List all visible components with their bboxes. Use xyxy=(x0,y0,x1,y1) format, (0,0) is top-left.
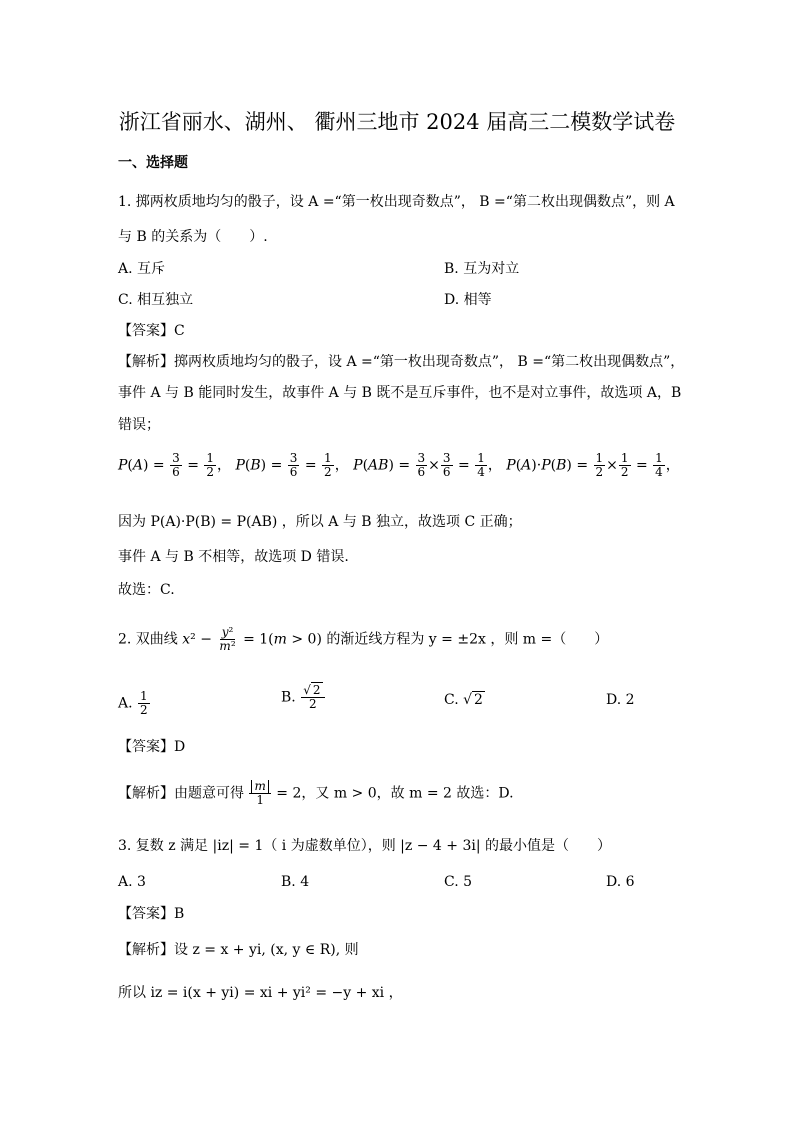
q1-answer: 【答案】C xyxy=(118,323,185,339)
q3-option-a: A. 3 xyxy=(118,874,146,890)
q1-explanation-line5: 因为 P(A)·P(B) = P(AB) ，所以 A 与 B 独立，故选项 C 正确； xyxy=(118,514,522,530)
q1-probability-formula: P(A) = $\frac{3}{6}$ = $\frac{1}{2}$ ， P(B) = $\frac{3}{6}$ = $\frac{1}{2}$ ， P(AB) = $\frac{3}{6}$ × $\frac{3}{6}$ = $\frac{1}{4}$ ， P(A)·P(B) = $\frac{1}{2}$ × $\frac{1}{2}$ = $\frac{1}{4}$ ， xyxy=(118,451,680,479)
page-title: 浙江省丽水、湖州、 衢州三地市 2024 届高三二模数学试卷 xyxy=(118,110,676,134)
q1-explanation-line2: 事件 A 与 B 能同时发生，故事件 A 与 B 既不是互斥事件，也不是对立事件，故选项 A，B xyxy=(118,385,682,401)
q3-option-d: D. 6 xyxy=(606,874,635,890)
q2-option-b: B. $\frac{√ 2}{2}$ xyxy=(281,684,326,711)
q1-option-a: A. 互斥 xyxy=(118,261,166,277)
q2-option-a: A. $\frac{1}{2}$ xyxy=(118,689,148,717)
q2-stem-prefix: 2. 双曲线 xyxy=(118,631,178,648)
q1-explanation-line3: 错误； xyxy=(118,417,160,433)
q1-option-c: C. 相互独立 xyxy=(118,292,194,308)
q1-stem-line1: 1. 掷两枚质地均匀的骰子，设 A =“第一枚出现奇数点”， B =“第二枚出现偶数点”，则 A xyxy=(118,194,675,210)
q1-explanation-line1: 【解析】掷两枚质地均匀的骰子，设 A =“第一枚出现奇数点”， B =“第二枚出现偶数点”， xyxy=(118,354,685,370)
q1-explanation-line6: 事件 A 与 B 不相等，故选项 D 错误. xyxy=(118,549,349,565)
q3-explanation-line2: 所以 iz = i(x + yi) = xi + yi² = −y + xi ， xyxy=(118,985,403,1001)
q1-explanation-line7: 故选：C. xyxy=(118,582,175,598)
q2-explanation: 【解析】由题意可得 $\frac{m}{1}$ = 2，又 m > 0，故 m = 2 故选：D. xyxy=(118,779,514,807)
q2-option-c: C. √ 2 xyxy=(444,692,483,708)
q3-option-c: C. 5 xyxy=(444,874,473,890)
q1-option-d: D. 相等 xyxy=(444,292,492,308)
q1-option-b: B. 互为对立 xyxy=(444,261,520,277)
q2-stem: 2. 双曲线 x² − $\frac{\text{y²}}{\text{m²}}$ = 1(m > 0) 的渐近线方程为 y = ±2x ，则 m =（ ） xyxy=(118,625,609,653)
q2-answer: 【答案】D xyxy=(118,739,186,755)
q2-stem-suffix: 的渐近线方程为 y = ±2x ，则 m =（ ） xyxy=(326,631,609,648)
q3-answer: 【答案】B xyxy=(118,906,185,922)
q3-explanation-line1: 【解析】设 z = x + yi, (x, y ∈ R), 则 xyxy=(118,942,359,958)
q3-option-b: B. 4 xyxy=(281,874,310,890)
q2-option-d: D. 2 xyxy=(606,692,635,708)
q1-stem-line2: 与 B 的关系为（ ）. xyxy=(118,229,268,245)
section-heading: 一、选择题 xyxy=(118,155,188,171)
q3-stem: 3. 复数 z 满足 |iz| = 1（ i 为虚数单位），则 |z − 4 + 3i| 的最小值是（ ） xyxy=(118,838,611,854)
